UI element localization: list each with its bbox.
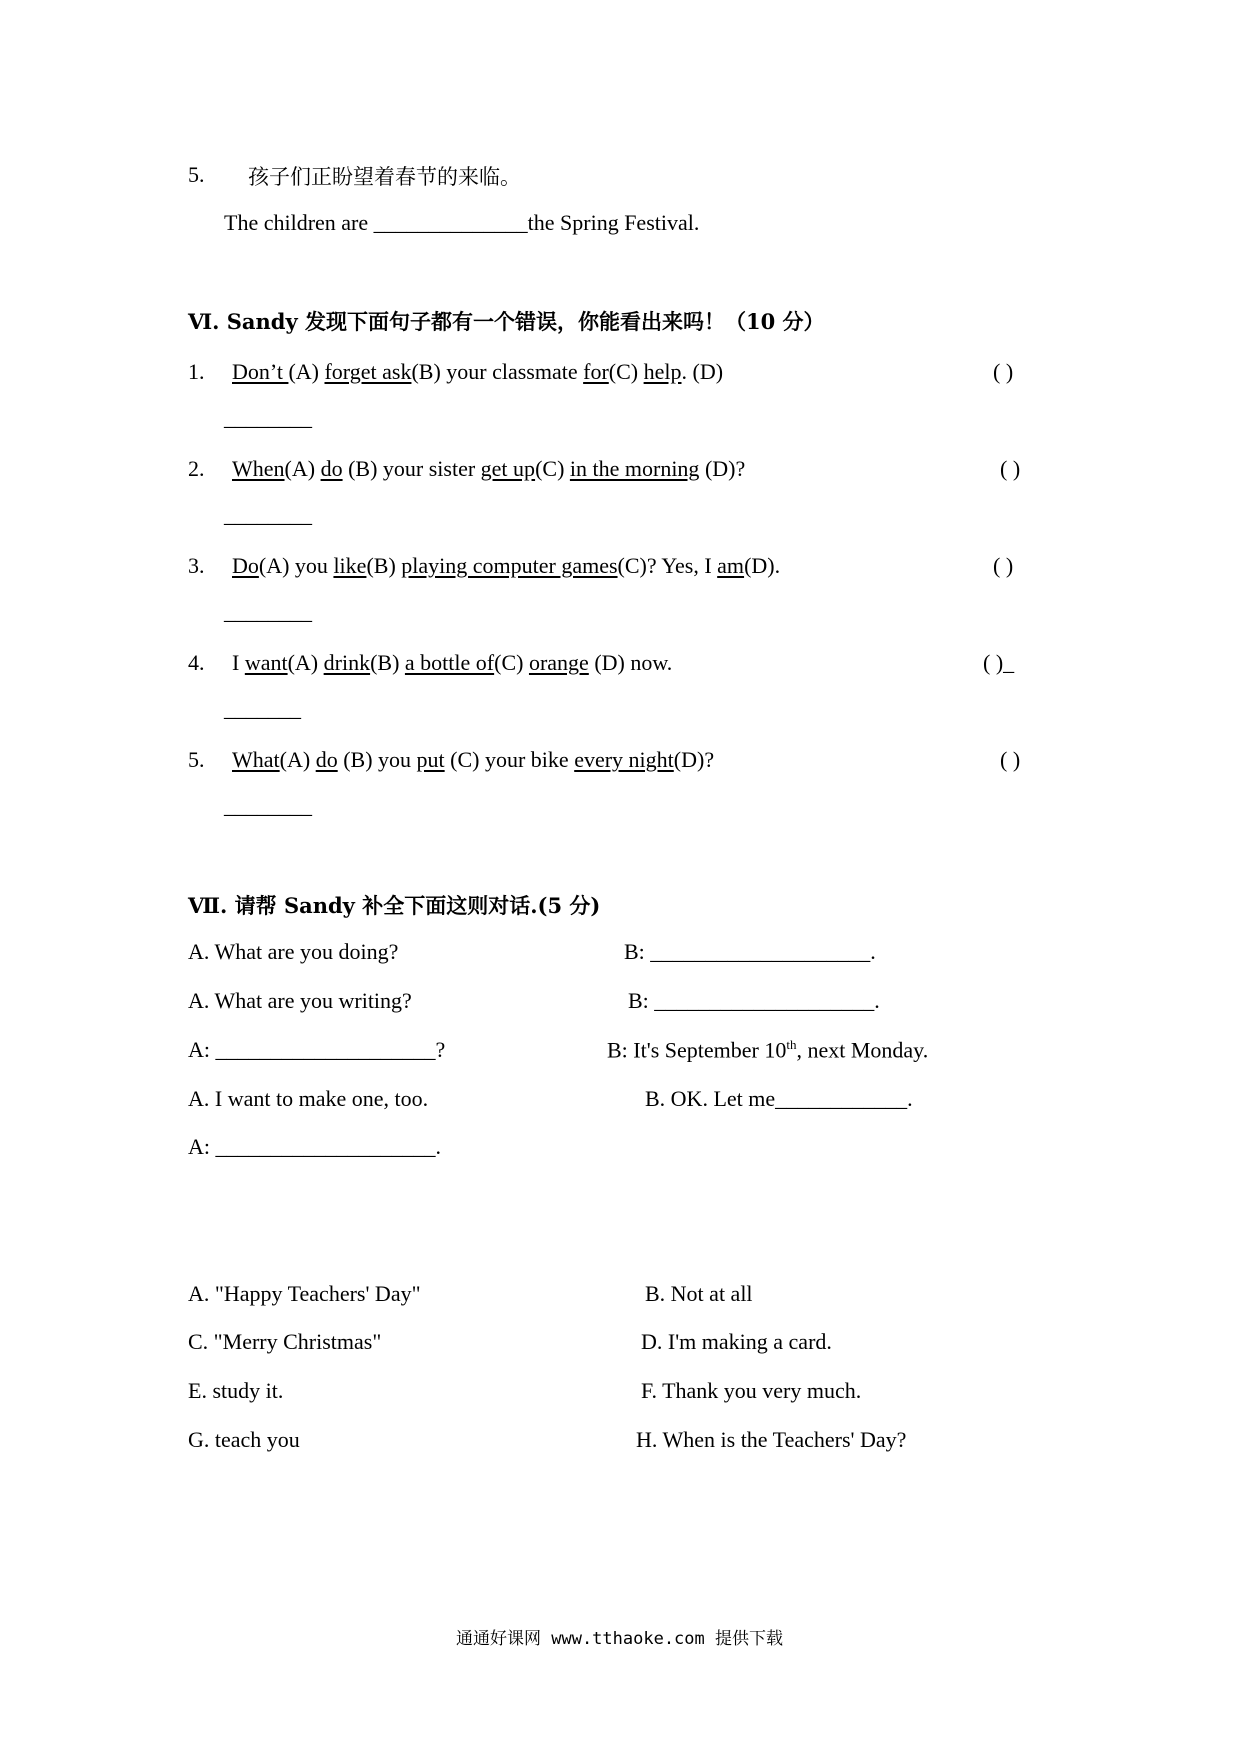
underlined-part: for [583, 359, 609, 384]
dialogue-line-2-right: B: ____________________. [628, 988, 880, 1013]
underlined-part: a bottle of [404, 650, 495, 675]
option-d: D. I'm making a card. [641, 1329, 832, 1354]
option-c: C. "Merry Christmas" [188, 1329, 382, 1354]
s6-item-1 [188, 359, 723, 385]
underlined-part: want [244, 650, 288, 675]
dialogue-line-3-left: A: ____________________? [188, 1037, 446, 1062]
s6-item-3-blank: ________ [224, 599, 312, 624]
text-part: (A) [287, 650, 324, 675]
text-part: (C) your bike [444, 747, 575, 772]
ordinal-suffix: th [786, 1037, 797, 1052]
q5-chinese: 孩子们正盼望着春节的来临。 [248, 165, 521, 189]
text-part: (B) your sister [342, 456, 481, 481]
dialogue-line-5-left: A: ____________________. [188, 1134, 441, 1159]
text-part: . (D) [681, 359, 724, 384]
dialogue-line-1-right: B: ____________________. [624, 939, 876, 964]
q5-blank: ______________ [373, 210, 528, 235]
item-number: 1. [188, 359, 205, 384]
q5-english-before: The children are [224, 210, 374, 235]
underlined-part: do [320, 456, 343, 481]
dialogue-line-4-left: A. I want to make one, too. [188, 1086, 429, 1111]
q5-number: 5. [188, 162, 205, 187]
option-a: A. "Happy Teachers' Day" [188, 1281, 421, 1306]
text-part: (C) [494, 650, 529, 675]
text-part: (A) [288, 359, 325, 384]
text-part: (B) [370, 650, 405, 675]
underlined-part: Do [232, 553, 259, 578]
item-number: 5. [188, 747, 205, 772]
underlined-part: do [315, 747, 338, 772]
dialogue-line-1-left: A. What are you doing? [188, 939, 399, 964]
section7-heading: Ⅶ. 请帮 Sandy 补全下面这则对话.(5 分) [188, 893, 601, 918]
underlined-part: get up [480, 456, 536, 481]
text-part: (A) you [258, 553, 334, 578]
dialogue-line-3-right-suffix: , next Monday. [796, 1037, 929, 1063]
s6-item-5 [188, 747, 714, 773]
s6-item-5-blank: ________ [224, 793, 312, 818]
dialogue-line-3-right [607, 1037, 928, 1063]
text-part: (A) [279, 747, 316, 772]
option-f: F. Thank you very much. [641, 1378, 862, 1403]
dialogue-line-4-right: B. OK. Let me____________. [645, 1086, 913, 1111]
underlined-part: playing computer games [401, 553, 618, 578]
s6-item-1-blank: ________ [224, 405, 312, 430]
q5-english [224, 210, 699, 236]
text-part: (A) [284, 456, 321, 481]
s6-item-4 [188, 650, 672, 676]
s6-item-4-blank: _______ [224, 696, 301, 721]
option-b: B. Not at all [645, 1281, 753, 1306]
text-part: (D)? [699, 456, 746, 481]
s6-item-2-answer-paren: ( ) [1000, 456, 1021, 481]
underlined-part: drink [323, 650, 371, 675]
s6-item-4-answer-paren: ( )_ [983, 650, 1015, 675]
underlined-part: forget ask [324, 359, 412, 384]
text-part: (D) now. [588, 650, 673, 675]
text-part: (C) [535, 456, 570, 481]
s6-item-3-answer-paren: ( ) [993, 553, 1014, 578]
underlined-part: orange [528, 650, 589, 675]
item-number: 4. [188, 650, 205, 675]
s6-item-5-answer-paren: ( ) [1000, 747, 1021, 772]
text-part: (D). [744, 553, 781, 578]
dialogue-line-3-right-prefix: B: It's September 10 [607, 1037, 787, 1063]
underlined-part: What [232, 747, 280, 772]
underlined-part: am [717, 553, 745, 578]
s6-item-3 [188, 553, 780, 579]
option-g: G. teach you [188, 1427, 300, 1452]
underlined-part: When [232, 456, 285, 481]
s6-item-2 [188, 456, 745, 482]
text-part: (C)? Yes, I [617, 553, 718, 578]
option-h: H. When is the Teachers' Day? [636, 1427, 907, 1452]
underlined-part: every night [574, 747, 674, 772]
q5-english-after: the Spring Festival. [527, 210, 700, 235]
section6-heading: Ⅵ. Sandy 发现下面句子都有一个错误，你能看出来吗！（10 分） [188, 309, 825, 334]
underlined-part: Don’t [232, 359, 289, 384]
text-part: (B) [366, 553, 402, 578]
item-number: 3. [188, 553, 205, 578]
option-e: E. study it. [188, 1378, 284, 1403]
footer-download-note: 通通好课网 www.tthaoke.com 提供下载 [456, 1629, 783, 1649]
text-part: I [232, 650, 245, 675]
s6-item-2-blank: ________ [224, 502, 312, 527]
text-part: (B) your classmate [411, 359, 584, 384]
underlined-part: in the morning [569, 456, 700, 481]
underlined-part: help [643, 359, 682, 384]
underlined-part: put [416, 747, 445, 772]
text-part: (B) you [337, 747, 417, 772]
dialogue-line-2-left: A. What are you writing? [188, 988, 412, 1013]
underlined-part: like [333, 553, 367, 578]
s6-item-1-answer-paren: ( ) [993, 359, 1014, 384]
item-number: 2. [188, 456, 205, 481]
text-part: (C) [608, 359, 644, 384]
text-part: (D)? [673, 747, 715, 772]
